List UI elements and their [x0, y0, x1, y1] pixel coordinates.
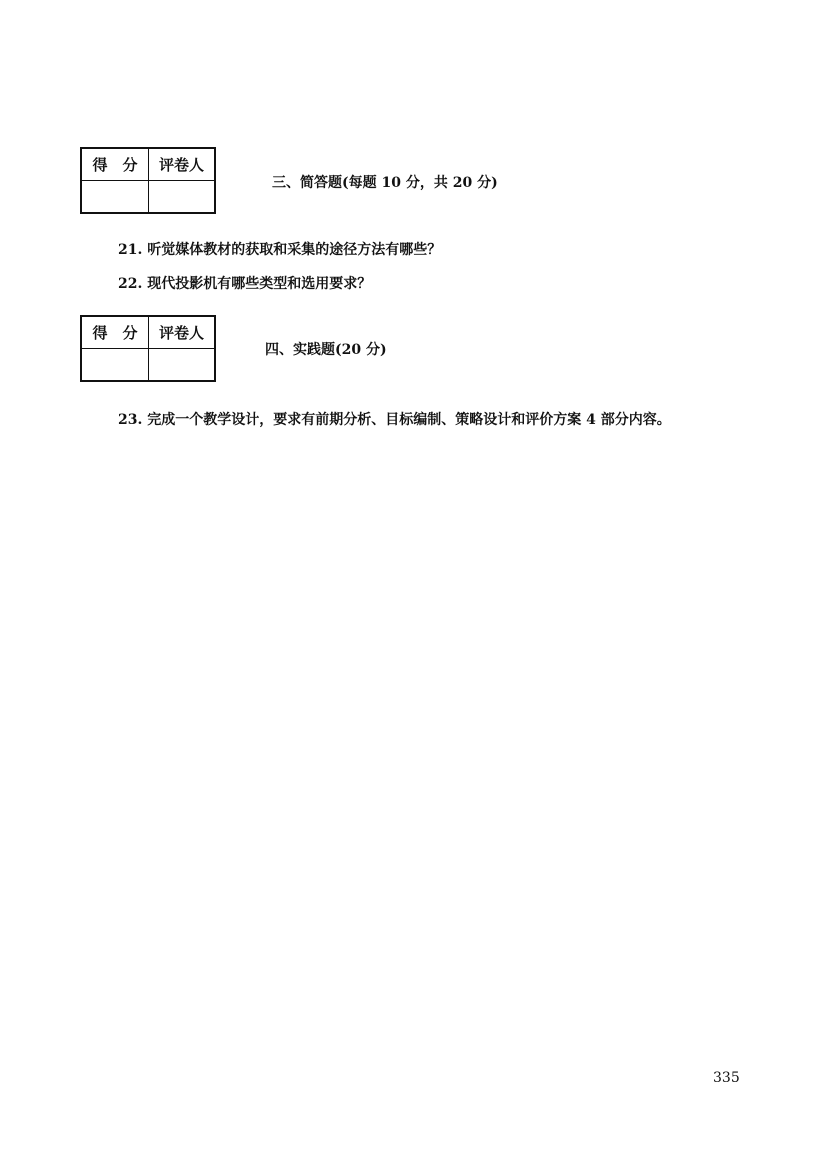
score-table-section4 — [80, 315, 216, 382]
grader-header: 评卷人 — [149, 148, 216, 181]
section-4-title: 四、实践题(20 分) — [265, 342, 387, 358]
question-23: 23. 完成一个教学设计，要求有前期分析、目标编制、策略设计和评价方案 4 部分内容。 — [118, 412, 671, 428]
grader-cell — [149, 349, 216, 382]
section-3-title: 三、简答题(每题 10 分，共 20 分) — [272, 175, 498, 191]
score-header: 得 分 — [81, 148, 149, 181]
grader-cell — [149, 181, 216, 214]
score-cell — [81, 349, 149, 382]
score-table-section3 — [80, 147, 216, 214]
score-cell — [81, 181, 149, 214]
score-header: 得 分 — [81, 316, 149, 349]
page-number: 335 — [713, 1070, 740, 1086]
grader-header: 评卷人 — [149, 316, 216, 349]
question-21: 21. 听觉媒体教材的获取和采集的途径方法有哪些？ — [118, 242, 442, 258]
question-22: 22. 现代投影机有哪些类型和选用要求？ — [118, 276, 372, 292]
